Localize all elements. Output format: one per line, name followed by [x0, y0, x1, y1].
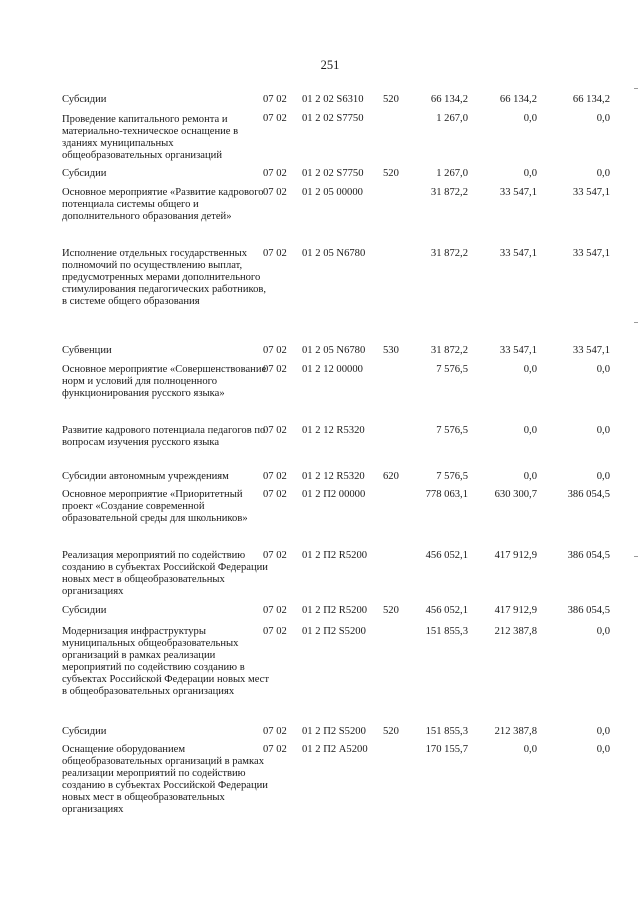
target-article-code: 01 2 02 S7750 [302, 113, 364, 124]
expense-type-code: 620 [383, 471, 399, 482]
amount-year-3: 0,0 [596, 113, 610, 124]
row-description: Оснащение оборудованием общеобразовательных организаций в рамках реализации мероприятий по содействию созданию в субъектах Российской Федерации новых мест в общеобразовательных организациях [62, 744, 268, 815]
amount-year-2: 0,0 [523, 425, 537, 436]
target-article-code: 01 2 П2 R5200 [302, 605, 368, 616]
amount-year-1: 151 855,3 [425, 626, 468, 637]
row-description: Субсидии [62, 726, 107, 737]
amount-year-1: 778 063,1 [425, 489, 468, 500]
amount-year-1: 66 134,2 [430, 94, 468, 105]
amount-year-3: 33 547,1 [572, 345, 610, 356]
target-article-code: 01 2 П2 А5200 [302, 744, 368, 755]
amount-year-2: 0,0 [523, 168, 537, 179]
target-article-code: 01 2 П2 00000 [302, 489, 366, 500]
amount-year-2: 212 387,8 [494, 626, 537, 637]
target-article-code: 01 2 П2 S5200 [302, 726, 366, 737]
section-code: 07 02 [263, 113, 287, 124]
amount-year-2: 33 547,1 [499, 345, 537, 356]
row-description: Развитие кадрового потенциала педагогов по вопросам изучения русского языка [62, 425, 266, 448]
amount-year-2: 0,0 [523, 471, 537, 482]
amount-year-3: 0,0 [596, 626, 610, 637]
section-code: 07 02 [263, 345, 287, 356]
section-code: 07 02 [263, 471, 287, 482]
amount-year-2: 212 387,8 [494, 726, 537, 737]
amount-year-2: 33 547,1 [499, 187, 537, 198]
target-article-code: 01 2 12 00000 [302, 364, 363, 375]
scan-edge-mark [634, 322, 638, 323]
section-code: 07 02 [263, 726, 287, 737]
target-article-code: 01 2 02 S6310 [302, 94, 364, 105]
row-description: Исполнение отдельных государственных полномочий по осуществлению выплат, предусмотренных мерами дополнительного стимулирования педагогических работников, в системе общего образования [62, 248, 267, 307]
amount-year-3: 0,0 [596, 744, 610, 755]
amount-year-1: 7 576,5 [436, 425, 468, 436]
amount-year-3: 33 547,1 [572, 187, 610, 198]
expense-type-code: 520 [383, 726, 399, 737]
row-description: Основное мероприятие «Приоритетный проект «Создание современной образовательной среды для школьников» [62, 489, 248, 524]
amount-year-3: 33 547,1 [572, 248, 610, 259]
amount-year-3: 386 054,5 [567, 605, 610, 616]
target-article-code: 01 2 02 S7750 [302, 168, 364, 179]
row-description: Модернизация инфраструктуры муниципальных общеобразовательных организаций в рамках реализации мероприятий по содействию созданию в субъектах Российской Федерации новых мест в общеобразовательных организациях [62, 626, 270, 697]
section-code: 07 02 [263, 550, 287, 561]
amount-year-2: 630 300,7 [494, 489, 537, 500]
amount-year-2: 0,0 [523, 744, 537, 755]
amount-year-1: 31 872,2 [430, 345, 468, 356]
section-code: 07 02 [263, 94, 287, 105]
amount-year-2: 0,0 [523, 113, 537, 124]
target-article-code: 01 2 12 R5320 [302, 471, 365, 482]
row-description: Субсидии [62, 94, 107, 105]
expense-type-code: 520 [383, 605, 399, 616]
section-code: 07 02 [263, 364, 287, 375]
amount-year-2: 417 912,9 [494, 605, 537, 616]
amount-year-2: 33 547,1 [499, 248, 537, 259]
section-code: 07 02 [263, 489, 287, 500]
amount-year-1: 31 872,2 [430, 248, 468, 259]
section-code: 07 02 [263, 626, 287, 637]
row-description: Субсидии автономным учреждениям [62, 471, 229, 482]
row-description: Субсидии [62, 168, 107, 179]
amount-year-1: 170 155,7 [425, 744, 468, 755]
expense-type-code: 530 [383, 345, 399, 356]
amount-year-2: 0,0 [523, 364, 537, 375]
amount-year-1: 7 576,5 [436, 364, 468, 375]
target-article-code: 01 2 05 N6780 [302, 248, 366, 259]
row-description: Реализация мероприятий по содействию созданию в субъектах Российской Федерации новых мест в общеобразовательных организациях [62, 550, 268, 597]
row-description: Основное мероприятие «Развитие кадрового потенциала системы общего и дополнительного образования детей» [62, 187, 264, 222]
scan-edge-mark [634, 556, 638, 557]
amount-year-1: 456 052,1 [425, 605, 468, 616]
amount-year-1: 151 855,3 [425, 726, 468, 737]
section-code: 07 02 [263, 605, 287, 616]
expense-type-code: 520 [383, 168, 399, 179]
page-number: 251 [320, 58, 340, 72]
amount-year-3: 0,0 [596, 425, 610, 436]
target-article-code: 01 2 12 R5320 [302, 425, 365, 436]
scan-edge-mark [634, 88, 638, 89]
target-article-code: 01 2 П2 S5200 [302, 626, 366, 637]
amount-year-2: 66 134,2 [499, 94, 537, 105]
amount-year-3: 0,0 [596, 726, 610, 737]
amount-year-1: 31 872,2 [430, 187, 468, 198]
expense-type-code: 520 [383, 94, 399, 105]
amount-year-2: 417 912,9 [494, 550, 537, 561]
amount-year-1: 456 052,1 [425, 550, 468, 561]
target-article-code: 01 2 05 00000 [302, 187, 363, 198]
row-description: Субсидии [62, 605, 107, 616]
section-code: 07 02 [263, 187, 287, 198]
section-code: 07 02 [263, 168, 287, 179]
amount-year-1: 7 576,5 [436, 471, 468, 482]
row-description: Основное мероприятие «Совершенствование норм и условий для полноценного функционирования русского языка» [62, 364, 267, 399]
target-article-code: 01 2 П2 R5200 [302, 550, 368, 561]
amount-year-3: 0,0 [596, 168, 610, 179]
amount-year-3: 66 134,2 [572, 94, 610, 105]
row-description: Проведение капитального ремонта и материально-техническое оснащение в зданиях муниципальных общеобразовательных организаций [62, 114, 239, 161]
amount-year-1: 1 267,0 [436, 113, 468, 124]
amount-year-3: 386 054,5 [567, 550, 610, 561]
row-description: Субвенции [62, 345, 112, 356]
target-article-code: 01 2 05 N6780 [302, 345, 366, 356]
section-code: 07 02 [263, 744, 287, 755]
amount-year-3: 0,0 [596, 364, 610, 375]
amount-year-1: 1 267,0 [436, 168, 468, 179]
amount-year-3: 0,0 [596, 471, 610, 482]
section-code: 07 02 [263, 425, 287, 436]
section-code: 07 02 [263, 248, 287, 259]
amount-year-3: 386 054,5 [567, 489, 610, 500]
